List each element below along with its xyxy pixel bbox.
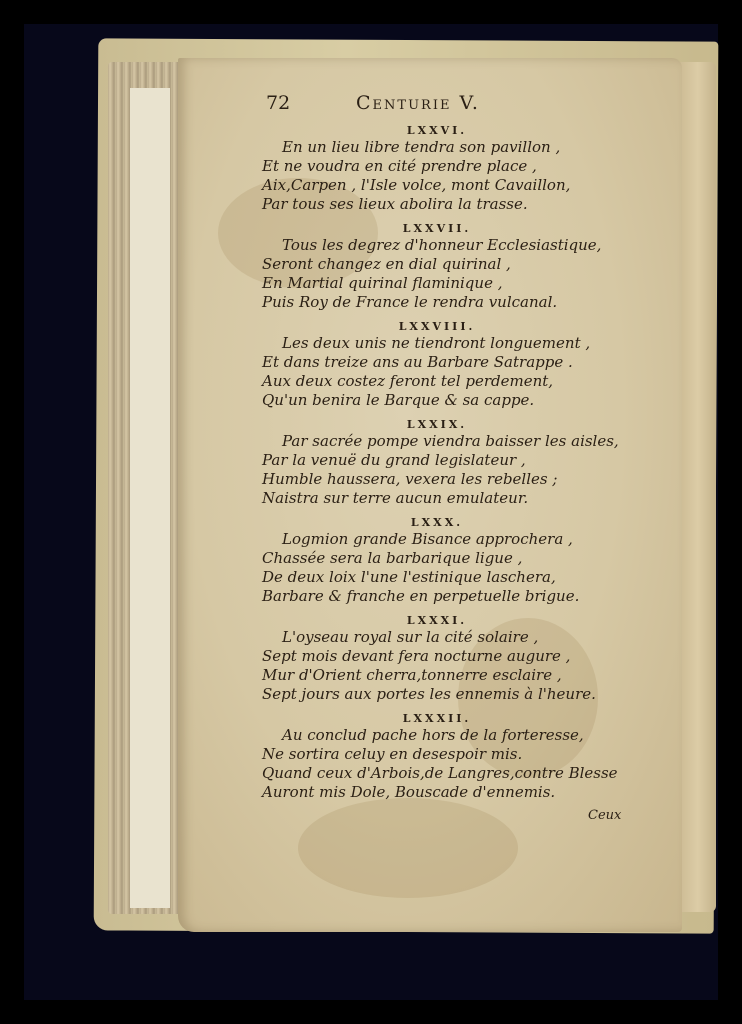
verse-line: Seront changez en dial quirinal ,	[262, 255, 511, 273]
verse-line: Tous les degrez d'honneur Ecclesiastique,	[282, 236, 602, 254]
verse-line: Naistra sur terre aucun emulateur.	[262, 489, 529, 507]
page-header	[262, 88, 632, 122]
verse-line: Quand ceux d'Arbois,de Langres,contre Blesse	[262, 764, 618, 782]
verse-line: Par la venuë du grand legislateur ,	[262, 451, 526, 469]
verse-line: Chassée sera la barbarique ligue ,	[262, 549, 523, 567]
verse-line: Humble haussera, vexera les rebelles ;	[262, 470, 558, 488]
verse-line: Puis Roy de France le rendra vulcanal.	[262, 293, 558, 311]
quatrain-numeral: LXXVII.	[402, 222, 472, 235]
verse-line: Qu'un benira le Barque & sa cappe.	[262, 391, 535, 409]
quatrain	[262, 516, 642, 606]
verse-line: Aix,Carpen , l'Isle volce, mont Cavaillon,	[262, 176, 571, 194]
quatrain-numeral: LXXIX.	[406, 418, 468, 431]
quatrain	[262, 320, 642, 410]
quatrain	[262, 614, 642, 704]
verse-line: Sept mois devant fera nocturne augure ,	[262, 647, 571, 665]
paper-stain	[298, 798, 518, 898]
quatrain-numeral: LXXXII.	[402, 712, 472, 725]
quatrain-numeral: LXXVI.	[406, 124, 468, 137]
quatrain-numeral: LXXX.	[410, 516, 464, 529]
verse-line: L'oyseau royal sur la cité solaire ,	[282, 628, 539, 646]
verse-line: Mur d'Orient cherra,tonnerre esclaire ,	[262, 666, 562, 684]
verse-line: De deux loix l'une l'estinique laschera,	[262, 568, 556, 586]
facing-page-edge	[680, 62, 716, 912]
verse-line: Par tous ses lieux abolira la trasse.	[262, 195, 528, 213]
verse-line: Aux deux costez feront tel perdement,	[262, 372, 554, 390]
verse-line: Et dans treize ans au Barbare Satrappe .	[262, 353, 573, 371]
verse-line: Au conclud pache hors de la forteresse,	[282, 726, 584, 744]
page-number: 72	[266, 92, 291, 114]
quatrain	[262, 712, 642, 802]
quatrain-numeral: LXXXI.	[406, 614, 468, 627]
verse-line: Logmion grande Bisance approchera ,	[282, 530, 573, 548]
verse-line: Auront mis Dole, Bouscade d'ennemis.	[262, 783, 556, 801]
flyleaf-strip	[130, 88, 170, 908]
verse-line: Ne sortira celuy en desespoir mis.	[262, 745, 523, 763]
verse-line: Et ne voudra en cité prendre place ,	[262, 157, 537, 175]
verse-line: En Martial quirinal flaminique ,	[262, 274, 503, 292]
verse-line: Barbare & franche en perpetuelle brigue.	[262, 587, 580, 605]
quatrain-numeral: LXXVIII.	[398, 320, 476, 333]
quatrain	[262, 124, 642, 214]
verse-line: Par sacrée pompe viendra baisser les aisles,	[282, 432, 619, 450]
verse-line: En un lieu libre tendra son pavillon ,	[282, 138, 561, 156]
quatrain	[262, 418, 642, 508]
quatrain	[262, 222, 642, 312]
verse-line: Sept jours aux portes les ennemis à l'heure.	[262, 685, 596, 703]
verse-line: Les deux unis ne tiendront longuement ,	[282, 334, 591, 352]
catchword: Ceux	[588, 808, 622, 823]
running-title: Centurie V.	[356, 92, 480, 114]
